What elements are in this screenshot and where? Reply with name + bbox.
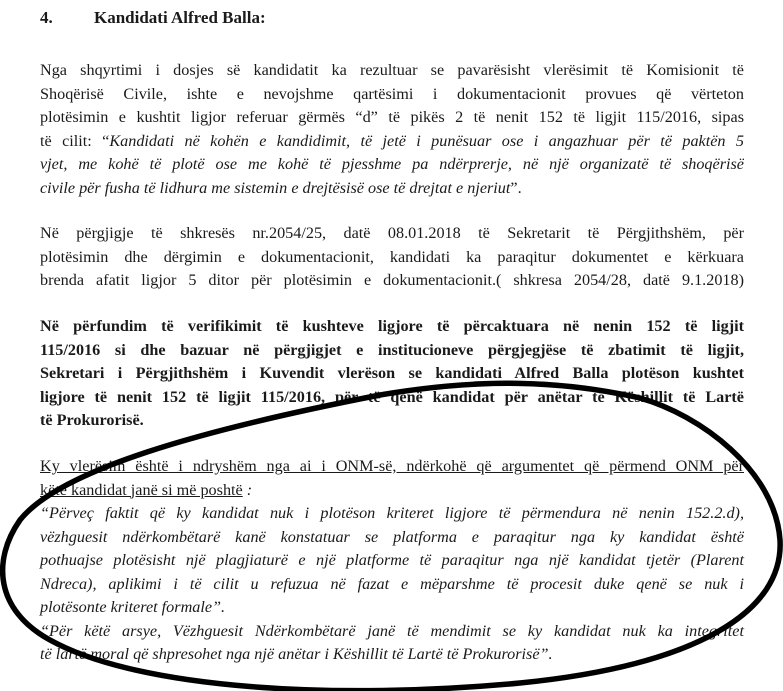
paragraph-file-review: [40, 59, 744, 200]
paragraph-onm-assessment: [40, 455, 744, 667]
section-title: Kandidati Alfred Balla:: [94, 8, 266, 27]
text-line: plotësimin e kushtit ligjor referuar gërmës “d” të pikës 2 të nenit 152 të ligjit 115/2016, sipas: [40, 108, 744, 126]
onm-quote-line: të lartë moral që shpresohet nga një anëtar i Këshillit të Lartë të Prokurorisë”.: [40, 645, 553, 663]
text-line: Ky vlerësim është i ndryshëm nga ai i ONM-së, ndërkohë që argumentet që përmend ONM për: [40, 457, 744, 475]
quote-intro: të cilit: “: [40, 131, 110, 150]
onm-quote-line: “Përveç faktit që ky kandidat nuk i plotëson kriteret ligjore të përmendura në nenin 152.2.d),: [40, 504, 744, 522]
text-line: brenda afatit ligjor 5 ditor për plotësimin e dokumentacionit.( shkresa 2054/28, datë 9.1.2018): [40, 271, 744, 289]
text-line: [40, 177, 744, 201]
paragraph-response: [40, 222, 744, 293]
text-line: Sekretari i Përgjithshëm i Kuvendit vlerëson se kandidati Alfred Balla plotëson kushtet: [40, 364, 744, 382]
onm-quote-line: “Për këtë arsye, Vëzhguesit Ndërkombëtarë janë të mendimit se ky kandidat nuk ka integritet: [40, 621, 744, 640]
text-line: ligjore të nenit 152 të ligjit 115/2016, për të qenë kandidat për anëtar të Këshillit të Lartë: [40, 387, 744, 406]
text-line: të Prokurorisë.: [40, 411, 144, 429]
law-quote-line: vjet, me kohë të plotë ose me kohë të pjesshme pa ndërprerje, në një organizatë të shoqërisë: [40, 155, 744, 173]
onm-quote-line: plotësonte kriteret formale”.: [40, 598, 226, 616]
text-line: Nga shqyrtimi i dosjes së kandidatit ka rezultuar se pavarësisht vlerësimit të Komisionit të: [40, 61, 744, 79]
colon: :: [242, 480, 253, 499]
paragraph-conclusion: [40, 315, 744, 433]
text-line: 115/2016 si dhe bazuar në përgjigjet e institucioneve përgjegjëse të zbatimit të ligjit,: [40, 340, 744, 359]
section-heading: [40, 8, 266, 28]
law-quote: civile për fusha të lidhura me sistemin e drejtësisë ose të drejtat e njeriut: [40, 178, 511, 197]
text-line: Në përfundim të verifikimit të kushteve ligjore të përcaktuara në nenin 152 të ligjit: [40, 317, 744, 335]
quote-end: ”.: [510, 178, 522, 197]
text-line: Në përgjigje të shkresës nr.2054/25, datë 08.01.2018 të Sekretarit të Përgjithshëm, për: [40, 224, 744, 242]
law-quote: Kandidati në kohën e kandidimit, të jetë i punësuar ose i angazhuar për të paktën 5: [109, 131, 744, 150]
onm-quote-line: pothuajse plotësisht një plagjiaturë e një platforme të paraqitur nga një kandidat tjetër (Plarent: [40, 551, 744, 569]
text-line: [40, 130, 744, 154]
section-number: 4.: [40, 8, 53, 27]
onm-quote-line: Ndreca), aplikimi i të cilit u refuzua në fazat e mëparshme të procesit duke qenë se nuk i: [40, 574, 744, 593]
onm-quote-line: vëzhguesit ndërkombëtarë kanë konstatuar se platforma e paraqitur nga ky kandidat është: [40, 527, 744, 546]
text-line: plotësimin dhe dërgimin e dokumentacionit, kandidati ka paraqitur dokumentet e kërkuara: [40, 247, 744, 266]
text-line: Shoqërisë Civile, ishte e nevojshme qartësimi i dokumentacionit provues që vërteton: [40, 84, 744, 103]
underlined-text: këtë kandidat janë si më poshtë: [40, 480, 243, 499]
text-line: [40, 479, 744, 503]
